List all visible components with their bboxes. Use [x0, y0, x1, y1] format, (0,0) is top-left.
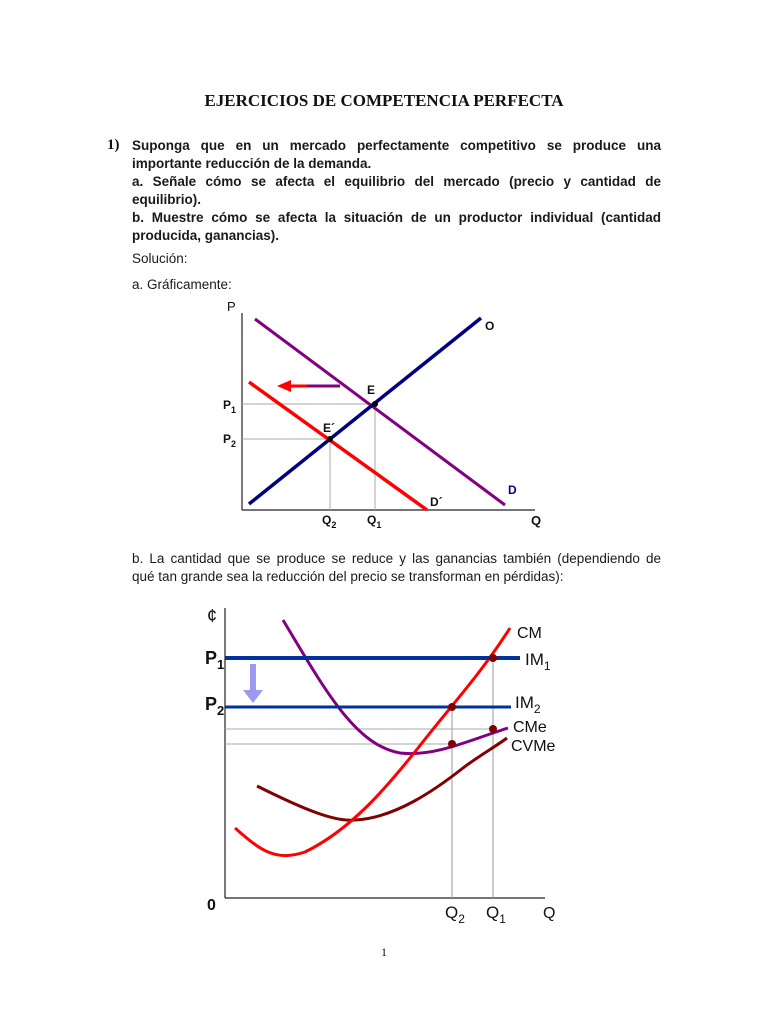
question-number: 1) — [107, 137, 120, 153]
new-demand-curve — [249, 382, 427, 510]
part-b-line: qué tan grande sea la reducción del precio se transforman en pérdidas): — [132, 569, 564, 584]
demand-label: D — [508, 483, 517, 497]
q1-label: $Q_1$ — [486, 903, 506, 926]
question-line: importante reducción de la demanda. — [132, 156, 372, 171]
price-drop-arrow-head — [243, 690, 263, 703]
market-chart — [215, 293, 555, 538]
equilibrium-point-e — [372, 401, 378, 407]
cm-im1-point — [489, 654, 497, 662]
question-line: Suponga que en un mercado perfectamente competitivo se produce una — [132, 138, 661, 153]
document-title: EJERCICIOS DE COMPETENCIA PERFECTA — [204, 91, 564, 110]
page-number: 1 — [381, 945, 387, 959]
p1-label: $P_1$ — [223, 398, 237, 415]
supply-label: O — [485, 319, 495, 333]
y-axis-label: ¢ — [207, 606, 218, 626]
cm-label: CM — [517, 625, 542, 642]
y-axis-label: P — [227, 299, 236, 314]
cvme-label: CVMe — [511, 738, 556, 755]
im1-label: $IM_1$ — [525, 650, 551, 673]
part-b-line: b. La cantidad que se produce se reduce y las ganancias también (dependiendo de — [132, 551, 661, 566]
part-b-text — [132, 550, 661, 586]
q1-label: $Q_1$ — [367, 513, 382, 530]
e-label: E — [367, 383, 376, 397]
shift-arrow-head — [277, 380, 291, 392]
solution-label: Solución: — [132, 251, 188, 266]
p1-label: $P_1$ — [205, 648, 225, 672]
firm-chart — [195, 600, 575, 935]
question-line: a. Señale cómo se afecta el equilibrio del mercado (precio y cantidad de — [132, 174, 661, 189]
x-axis-label: Q — [531, 513, 542, 528]
question-line: producida, ganancias). — [132, 228, 280, 243]
p2-label: $P_2$ — [223, 432, 237, 449]
q2-label: $Q_2$ — [445, 903, 465, 926]
question-line: equilibrio). — [132, 192, 201, 207]
cme-q1-point — [489, 725, 497, 733]
cme-q2-point — [448, 740, 456, 748]
question-text — [132, 137, 661, 245]
cvme-curve — [257, 738, 507, 820]
part-a-label: a. Gráficamente: — [132, 277, 232, 292]
cm-im2-point — [448, 703, 456, 711]
p2-label: $P_2$ — [205, 694, 225, 718]
question-line: b. Muestre cómo se afecta la situación de un productor individual (cantidad — [132, 210, 661, 225]
q2-label: $Q_2$ — [322, 513, 337, 530]
x-axis-label: Q — [543, 905, 556, 922]
cme-curve — [283, 620, 508, 754]
origin-label: 0 — [207, 897, 216, 914]
supply-curve — [249, 318, 481, 504]
equilibrium-point-e2 — [327, 436, 333, 442]
cme-label: CMe — [513, 719, 547, 736]
new-demand-label: D´ — [430, 495, 443, 509]
e2-label: E´ — [323, 421, 335, 435]
im2-label: $IM_2$ — [515, 693, 541, 716]
